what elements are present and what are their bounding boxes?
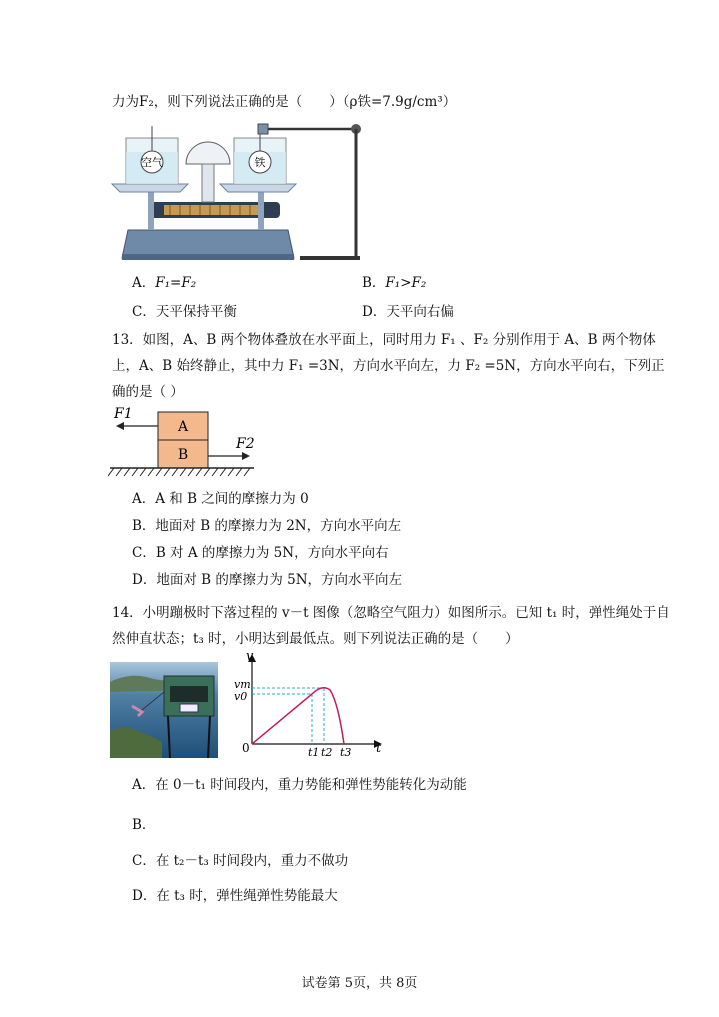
v-t-graph xyxy=(228,648,388,758)
q13-line-1: 13．如图，A、B 两个物体叠放在水平面上，同时用力 F₁ 、F₂ 分别作用于 A、B 两个物体 xyxy=(112,332,656,348)
force-1-label: F1 xyxy=(114,406,133,422)
force-2-label: F2 xyxy=(236,436,255,452)
right-ball-label: 铁 xyxy=(254,156,266,169)
graph-t2-label: t2 xyxy=(321,746,333,758)
q13-option-b: B．地面对 B 的摩擦力为 2N，方向水平向左 xyxy=(132,518,402,534)
balance-figure xyxy=(108,118,370,264)
graph-v-label: v xyxy=(246,649,254,664)
q12-option-b: B．F₁>F₂ xyxy=(362,275,427,291)
graph-t-axis-label: t xyxy=(376,741,382,756)
q14-line-2: 然伸直状态；t₃ 时，小明达到最低点。则下列说法正确的是（ ） xyxy=(112,631,519,647)
q13-option-c: C．B 对 A 的摩擦力为 5N，方向水平向右 xyxy=(132,545,389,561)
graph-v0-label: v0 xyxy=(234,690,248,703)
graph-t3-label: t3 xyxy=(340,746,352,758)
block-a-label: A xyxy=(177,419,189,435)
q14-option-c: C．在 t₂－t₃ 时间段内，重力不做功 xyxy=(132,853,349,869)
bungee-photo xyxy=(110,662,218,758)
q12-option-d: D．天平向右偏 xyxy=(362,304,454,320)
q13-option-a: A．A 和 B 之间的摩擦力为 0 xyxy=(132,491,309,507)
q13-line-3: 确的是（ ） xyxy=(112,384,184,400)
q13-line-2: 上，A、B 始终静止，其中力 F₁ =3N，方向水平向左，力 F₂ =5N，方向水平向右，下列正 xyxy=(112,358,665,374)
q14-option-b: B． xyxy=(132,817,156,833)
block-b-label: B xyxy=(177,447,189,463)
q12-option-a: A．F₁=F₂ xyxy=(132,275,197,291)
graph-t1-label: t1 xyxy=(308,746,320,758)
graph-vm-label: vm xyxy=(234,678,251,691)
graph-origin-label: 0 xyxy=(242,741,250,755)
q12-option-c: C．天平保持平衡 xyxy=(132,304,237,320)
q14-line-1: 14．小明蹦极时下落过程的 v－t 图像（忽略空气阻力）如图所示。已知 t₁ 时，弹性绳处于自 xyxy=(112,605,670,621)
left-ball-label: 空气 xyxy=(141,156,163,169)
q12-stem-tail: 力为F₂，则下列说法正确的是（ ）（ρ铁=7.9g/cm³） xyxy=(112,94,457,110)
q13-option-d: D．地面对 B 的摩擦力为 5N，方向水平向左 xyxy=(132,572,403,588)
blocks-figure xyxy=(108,404,258,478)
page-footer: 试卷第 5页，共 8页 xyxy=(301,976,418,991)
q14-option-a: A．在 0－t₁ 时间段内，重力势能和弹性势能转化为动能 xyxy=(132,777,467,793)
q14-option-d: D．在 t₃ 时，弹性绳弹性势能最大 xyxy=(132,888,338,904)
